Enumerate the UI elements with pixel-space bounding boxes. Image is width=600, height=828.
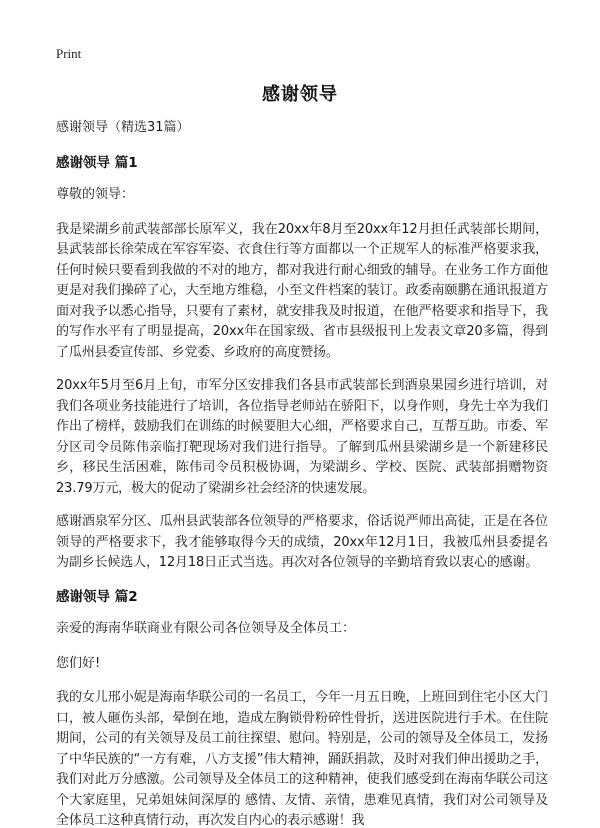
section-2-paragraph-1: 我的女儿邢小妮是海南华联公司的一名员工，今年一月五日晚，上班回到住宅小区大门口，被人砸伤头部，晕倒在地，造成左胸锁骨粉碎性骨折，送进医院进行手术。在住院期间，公司的有关领导及员工前往探望、慰问。特别是，公司的领导及全体员工，发扬了中华民族的“一方有难，八方支援”伟大精神，踊跃捐款，及时对我们伸出援助之手，我们对此万分感激。公司领导及全体员工的这种精神，使我们感受到在海南华联公司这个大家庭里，兄弟姐妹间深厚的 感情、友情、亲情，患难见真情，我们对公司领导及全体员工这种真情行动，再次发自内心的表示感谢！我 bbox=[56, 690, 548, 828]
document-content bbox=[56, 118, 548, 828]
document-title: 感谢领导 bbox=[262, 84, 338, 105]
section-heading-2: 感谢领导 篇2 bbox=[56, 588, 138, 605]
print-label: Print bbox=[56, 46, 82, 61]
section-1-paragraph-1: 我是梁湖乡前武装部部长原军义，我在20xx年8月至20xx年12月担任武装部长期间，县武装部长徐荣成在军容军姿、衣食住行等方面都以一个正规军人的标准严格要求我，任何时候只要看到我做的不对的地方，都对我进行耐心细致的辅导。在业务工作方面他更是对我们操碎了心，大至地方维稳，小至文件档案的装订。政委南颐鹏在通讯报道方面对我予以悉心指导，只要有了素材，就安排我及时报道，在他严格要求和指导下，我的写作水平有了明显提高，20xx年在国家级、省市县级报刊上发表文章20多篇，得到了瓜州县委宣传部、乡党委、乡政府的高度赞扬。 bbox=[56, 221, 548, 360]
section-2-salutation: 亲爱的海南华联商业有限公司各位领导及全体员工： bbox=[56, 621, 356, 636]
section-1-paragraph-2: 20xx年5月至6月上旬，市军分区安排我们各县市武装部长到酒泉果园乡进行培训，对我们各项业务技能进行了培训，各位指导老师站在骄阳下，以身作则，身先士卒为我们作出了榜样，鼓励我们在训练的时候要胆大心细，严格要求自己，互帮互助。市委、军分区司令员陈伟亲临打靶现场对我们进行指导。了解到瓜州县梁湖乡是一个新建移民乡，移民生活困难，陈伟司令员积极协调，为梁湖乡、学校、医院、武装部捐赠物资23.79万元，极大的促动了梁湖乡社会经济的快速发展。 bbox=[56, 378, 548, 496]
section-1-paragraph-3: 感谢酒泉军分区、瓜州县武装部各位领导的严格要求，俗话说严师出高徒，正是在各位领导的严格要求下，我才能够取得今天的成绩，20xx年12月1日，我被瓜州县委提名为副乡长候选人，12月18日正式当选。再次对各位领导的辛勤培育致以衷心的感谢。 bbox=[56, 514, 548, 570]
section-heading-1: 感谢领导 篇1 bbox=[56, 154, 138, 171]
section-2-greeting: 您们好! bbox=[56, 655, 101, 671]
section-1-salutation: 尊敬的领导： bbox=[56, 187, 135, 202]
document-subtitle: 感谢领导（精选31篇） bbox=[56, 120, 190, 135]
